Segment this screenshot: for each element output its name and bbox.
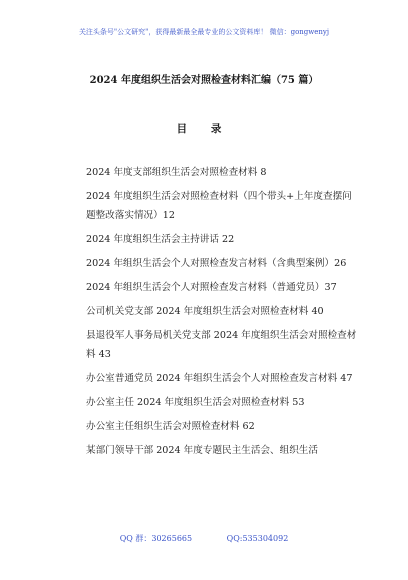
- table-of-contents: [80, 163, 360, 465]
- toc-entry: 办公室普通党员 2024 年组织生活会个人对照检查发言材料 47: [86, 373, 353, 384]
- toc-entry: 办公室主任组织生活会对照检查材料 62: [86, 421, 255, 432]
- toc-entry: 2024 年度支部组织生活会对照检查材料 8: [86, 167, 267, 178]
- header-banner: 关注头条号"公文研究"，获得最新最全最专业的公文资料库！ 微信：gongwenyj: [78, 28, 330, 36]
- document-title: 2024 年度组织生活会对照检查材料汇编（75 篇）: [89, 75, 319, 86]
- toc-entry: 县退役军人事务局机关党支部 2024 年度组织生活会对照检查材料 43: [86, 330, 357, 360]
- footer: [0, 533, 408, 544]
- footer-qq-contact: QQ:535304092: [226, 534, 289, 543]
- footer-qq-group: QQ 群：30265665: [119, 534, 193, 543]
- toc-entry: 2024 年组织生活会个人对照检查发言材料（普通党员）37: [86, 282, 337, 293]
- toc-heading: 目 录: [176, 123, 232, 135]
- toc-entry: 2024 年组织生活会个人对照检查发言材料（含典型案例）26: [86, 258, 347, 269]
- toc-entry: 2024 年度组织生活会主持讲话 22: [86, 234, 235, 245]
- toc-entry: 公司机关党支部 2024 年度组织生活会对照检查材料 40: [86, 306, 324, 317]
- toc-entry: 某部门领导干部 2024 年度专题民主生活会、组织生活: [86, 445, 318, 456]
- toc-entry: 2024 年度组织生活会对照检查材料（四个带头+上年度查摆问题整改落实情况）12: [86, 191, 352, 221]
- toc-entry: 办公室主任 2024 年度组织生活会对照检查材料 53: [86, 397, 305, 408]
